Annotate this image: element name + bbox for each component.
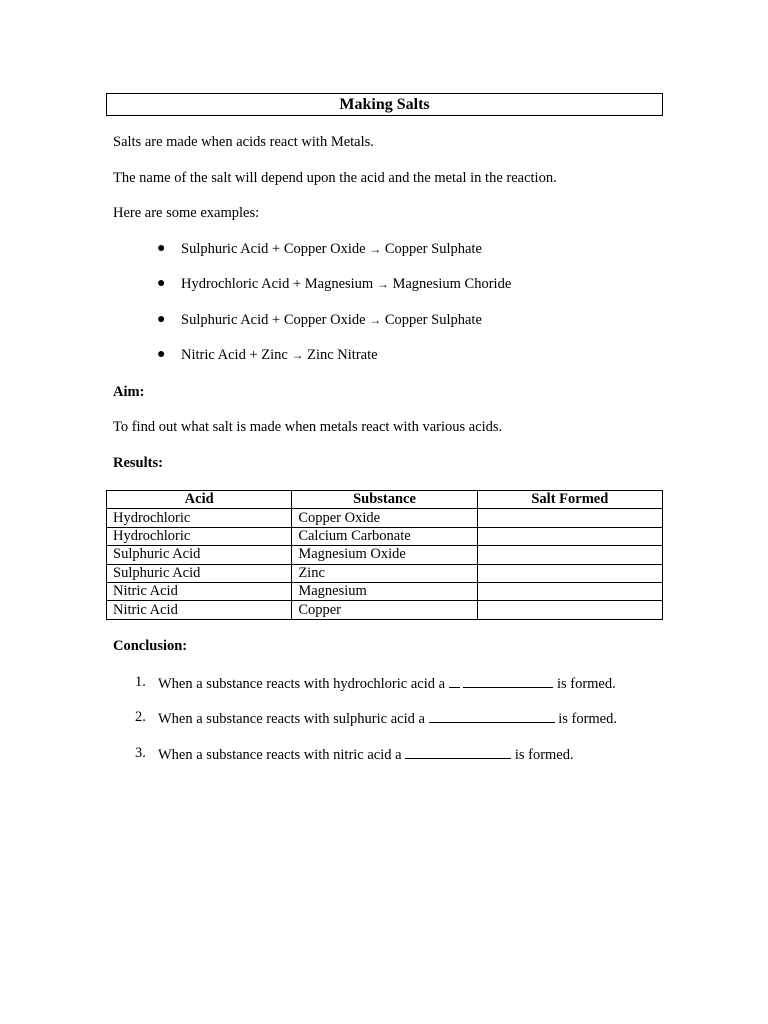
table-row	[107, 527, 663, 545]
intro-line-2: The name of the salt will depend upon the acid and the metal in the reaction.	[113, 170, 557, 186]
item-number: 1.	[135, 674, 146, 690]
example-text	[181, 240, 482, 258]
example-reactants: Sulphuric Acid + Copper Oxide	[181, 312, 366, 328]
arrow-icon: →	[376, 277, 389, 291]
substance-cell: Copper	[292, 601, 477, 619]
page-title: Making Salts	[106, 93, 663, 116]
acid-cell: Sulphuric Acid	[107, 564, 292, 582]
item-number: 3.	[135, 745, 146, 761]
example-reactants: Sulphuric Acid + Copper Oxide	[181, 241, 366, 257]
example-product: Copper Sulphate	[384, 312, 482, 328]
example-reactants: Nitric Acid + Zinc	[181, 347, 288, 363]
intro-line-1: Salts are made when acids react with Metals.	[113, 134, 374, 150]
salt-formed-cell[interactable]	[477, 601, 662, 619]
arrow-icon: →	[369, 242, 382, 256]
example-reactants: Hydrochloric Acid + Magnesium	[181, 276, 374, 292]
table-header-row	[107, 491, 663, 509]
table-row	[107, 601, 663, 619]
arrow-icon: →	[369, 313, 382, 327]
answer-blank[interactable]	[463, 673, 553, 688]
results-table	[106, 490, 663, 620]
table-row	[107, 546, 663, 564]
example-text	[181, 275, 511, 293]
bullet-icon: ●	[157, 276, 166, 291]
substance-cell: Calcium Carbonate	[292, 527, 477, 545]
salt-formed-cell[interactable]	[477, 527, 662, 545]
aim-text: To find out what salt is made when metals react with various acids.	[113, 419, 503, 435]
item-number: 2.	[135, 709, 146, 725]
substance-cell: Magnesium	[292, 582, 477, 600]
sentence-start: When a substance reacts with hydrochloric acid a	[158, 676, 446, 692]
results-heading: Results:	[113, 455, 163, 471]
salt-formed-cell[interactable]	[477, 509, 662, 527]
example-text	[181, 311, 482, 329]
substance-cell: Zinc	[292, 564, 477, 582]
bullet-icon: ●	[157, 241, 166, 256]
table-row	[107, 509, 663, 527]
sentence-start: When a substance reacts with sulphuric acid a	[158, 711, 425, 727]
conclusion-sentence	[158, 673, 616, 693]
conclusion-heading: Conclusion:	[113, 638, 188, 654]
column-header-substance: Substance	[292, 491, 477, 509]
acid-cell: Nitric Acid	[107, 582, 292, 600]
example-text	[181, 346, 378, 364]
substance-cell: Magnesium Oxide	[292, 546, 477, 564]
bullet-icon: ●	[157, 347, 166, 362]
conclusion-sentence	[158, 708, 617, 728]
sentence-start: When a substance reacts with nitric acid a	[158, 747, 402, 763]
answer-blank[interactable]	[405, 744, 511, 759]
example-product: Magnesium Choride	[392, 276, 512, 292]
acid-cell: Nitric Acid	[107, 601, 292, 619]
salt-formed-cell[interactable]	[477, 546, 662, 564]
bullet-icon: ●	[157, 312, 166, 327]
column-header-salt-formed: Salt Formed	[477, 491, 662, 509]
example-product: Zinc Nitrate	[307, 347, 378, 363]
salt-formed-cell[interactable]	[477, 564, 662, 582]
acid-cell: Hydrochloric	[107, 527, 292, 545]
table-row	[107, 564, 663, 582]
answer-blank[interactable]	[429, 708, 555, 723]
table-row	[107, 582, 663, 600]
acid-cell: Sulphuric Acid	[107, 546, 292, 564]
column-header-acid: Acid	[107, 491, 292, 509]
arrow-icon: →	[291, 348, 304, 362]
example-product: Copper Sulphate	[384, 241, 482, 257]
substance-cell: Copper Oxide	[292, 509, 477, 527]
salt-formed-cell[interactable]	[477, 582, 662, 600]
sentence-end: is formed.	[556, 676, 616, 692]
sentence-end: is formed.	[558, 711, 617, 727]
sentence-end: is formed.	[514, 747, 574, 763]
conclusion-sentence	[158, 744, 574, 764]
intro-line-3: Here are some examples:	[113, 205, 260, 221]
acid-cell: Hydrochloric	[107, 509, 292, 527]
answer-blank[interactable]	[449, 673, 460, 688]
aim-heading: Aim:	[113, 384, 145, 400]
